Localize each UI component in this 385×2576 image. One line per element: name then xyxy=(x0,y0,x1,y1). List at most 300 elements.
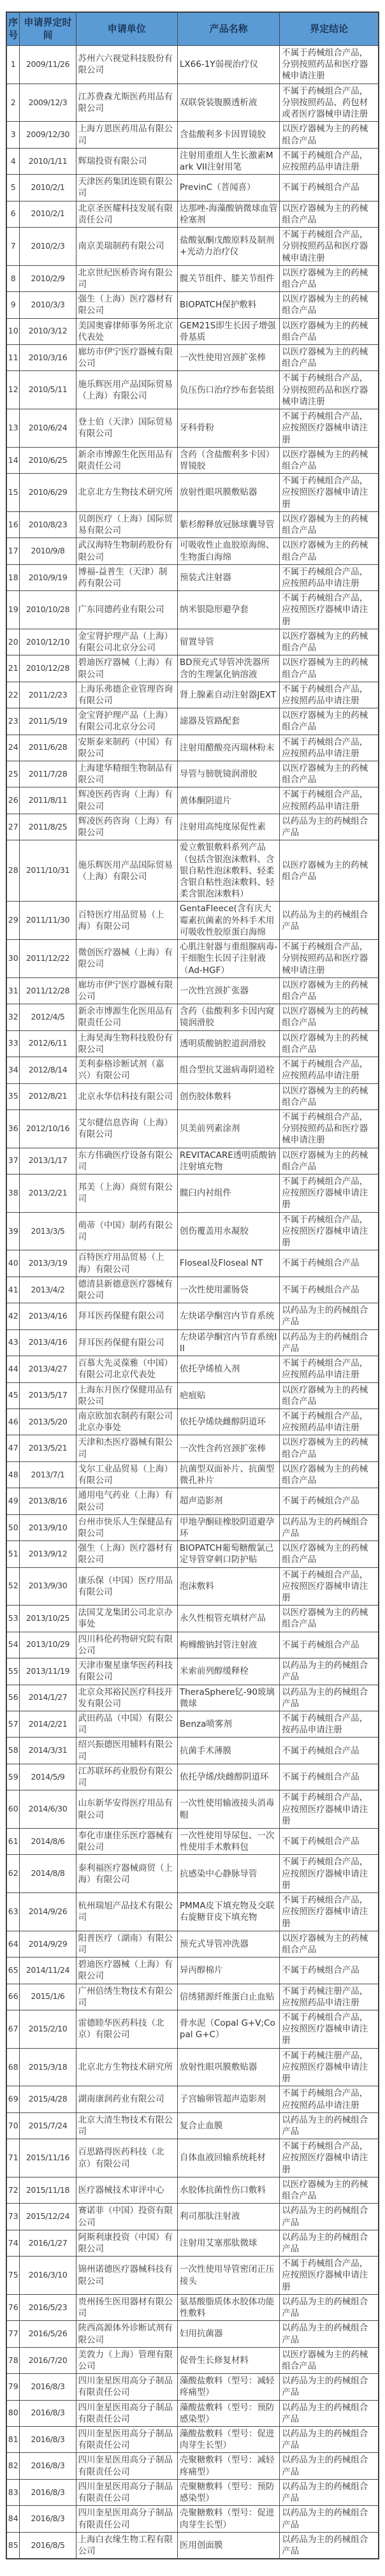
cell-date: 2010/10/28 xyxy=(20,591,76,629)
cell-date: 2010/12/10 xyxy=(20,629,76,655)
cell-company: 四川奎星医用高分子制品有限责任公司 xyxy=(76,2506,177,2532)
table-row xyxy=(6,902,379,940)
cell-product: 贝美前列素涂剂 xyxy=(177,1109,279,1148)
cell-product: 倍绣猪源纤维蛋白止血贴 xyxy=(177,1984,279,2010)
cell-product: 左炔诺孕酮宫内节育系统 xyxy=(177,1303,279,1329)
cell-product: 藻酸盐敷料（型号：减轻疼痛型） xyxy=(177,2374,279,2400)
table-row xyxy=(6,1277,379,1303)
cell-company: 强生（上海）医疗器材有限公司 xyxy=(76,292,177,318)
cell-date: 2012/4/5 xyxy=(20,1004,76,1030)
cell-date: 2013/5/20 xyxy=(20,1409,76,1435)
cell-date: 2016/1/27 xyxy=(20,2230,76,2256)
cell-company: 微创医疗器械（上海）有限公司 xyxy=(76,940,177,978)
cell-product: 水胶体抗菌性伤口敷料 xyxy=(177,2177,279,2203)
table-row xyxy=(6,265,379,291)
cell-seq: 48 xyxy=(6,1461,20,1488)
cell-product: TheraSphere钇-90玻璃微球 xyxy=(177,1685,279,1711)
table-row xyxy=(6,345,379,371)
table-row xyxy=(6,1356,379,1382)
cell-date: 2016/5/26 xyxy=(20,2321,76,2347)
cell-seq: 57 xyxy=(6,1711,20,1738)
cell-seq: 3 xyxy=(6,122,20,148)
cell-conclusion: 不属于药械组合产品，分别按照药品和医疗器械申请注册 xyxy=(280,1109,379,1148)
cell-conclusion: 以医疗器械为主的药械组合产品 xyxy=(280,345,379,371)
cell-date: 2016/8/3 xyxy=(20,2374,76,2400)
cell-date: 2013/11/19 xyxy=(20,1658,76,1685)
cell-date: 2016/8/3 xyxy=(20,2453,76,2479)
cell-product: 注射用醋酸亮丙瑞林粉末 xyxy=(177,735,279,761)
cell-seq: 27 xyxy=(6,814,20,840)
cell-conclusion: 不属于药械组合产品，应按照药品申请注册 xyxy=(280,1409,379,1435)
cell-date: 2014/1/27 xyxy=(20,1685,76,1711)
cell-product: 一次性含药宫颈扩张棒 xyxy=(177,1435,279,1461)
cell-company: 施乐辉医用产品国际贸易（上海）有限公司 xyxy=(76,371,177,409)
table-row xyxy=(6,655,379,682)
cell-product: 纳米银隐形避孕套 xyxy=(177,591,279,629)
table-row xyxy=(6,1658,379,1685)
cell-seq: 70 xyxy=(6,2112,20,2139)
cell-seq: 7 xyxy=(6,228,20,266)
table-row xyxy=(6,2112,379,2139)
cell-product: 医用创面膜 xyxy=(177,2532,279,2559)
cell-date: 2010/2/9 xyxy=(20,265,76,291)
cell-company: 金宝肾护理产品（上海）有限公司北京分公司 xyxy=(76,708,177,735)
cell-date: 2013/5/17 xyxy=(20,1382,76,1409)
cell-conclusion: 不属于药械组合产品，应按照医疗器械申请注册 xyxy=(280,1212,379,1250)
cell-company: 雷德睦华医药科技（北京）有限公司 xyxy=(76,2010,177,2049)
cell-product: 一次性使用导管密闭正压接头 xyxy=(177,2257,279,2295)
cell-seq: 1 xyxy=(6,46,20,84)
cell-company: 百特医疗用品贸易（上海）有限公司 xyxy=(76,1250,177,1277)
cell-company: 北京北方生物技术研究所 xyxy=(76,474,177,512)
table-row xyxy=(6,2010,379,2049)
cell-product: PMMA皮下填充物及交联右旋糖苷皮下填充物 xyxy=(177,1893,279,1931)
header-row xyxy=(6,12,379,46)
cell-company: 邦美（上海）商贸有限公司 xyxy=(76,1175,177,1213)
cell-company: 拜耳医药保健有限公司 xyxy=(76,1329,177,1356)
cell-conclusion: 不属于药械组合产品，分别按照药品和医疗器械申请注册 xyxy=(280,940,379,978)
cell-seq: 31 xyxy=(6,977,20,1004)
cell-company: 廊坊市伊宁医疗器械有限公司 xyxy=(76,977,177,1004)
cell-product: 骨水泥（Copal G+V;Copal G+C） xyxy=(177,2010,279,2049)
cell-company: 上海建华精细生物制品有限公司 xyxy=(76,761,177,787)
cell-company: 百特医疗用品贸易（上海）有限公司 xyxy=(76,902,177,940)
cell-company: 天津和杰医疗器械有限公司 xyxy=(76,1435,177,1461)
cell-company: 广东同德药业有限公司 xyxy=(76,591,177,629)
cell-date: 2013/3/19 xyxy=(20,1250,76,1277)
table-row xyxy=(6,1461,379,1488)
cell-company: 北京世纪医桥咨询有限公司 xyxy=(76,265,177,291)
cell-date: 2010/6/25 xyxy=(20,447,76,473)
cell-conclusion: 不属于药械组合产品，应按照医疗器械申请注册 xyxy=(280,1893,379,1931)
cell-conclusion: 以药品为主的药械组合产品 xyxy=(280,2400,379,2426)
table-row xyxy=(6,1984,379,2010)
cell-date: 2011/7/28 xyxy=(20,761,76,787)
table-row xyxy=(6,409,379,448)
cell-conclusion: 以药品为主的药械组合产品 xyxy=(280,2532,379,2559)
cell-product: 预装式注射器 xyxy=(177,564,279,590)
cell-date: 2016/3/10 xyxy=(20,2257,76,2295)
cell-seq: 65 xyxy=(6,1958,20,1984)
cell-conclusion: 不属于药械组合产品，应按照医疗器械申请注册 xyxy=(280,2139,379,2177)
cell-conclusion: 以医疗器械为主的药械组合产品 xyxy=(280,1606,379,1632)
cell-date: 2014/6/30 xyxy=(20,1790,76,1829)
cell-product: BIOPATCH葡萄糖酸氯己定导管穿刺口防护贴 xyxy=(177,1541,279,1567)
cell-product: 滤器及管路配套 xyxy=(177,708,279,735)
cell-product: 留置导管 xyxy=(177,629,279,655)
cell-conclusion: 不属于药械组合产品，应按照药品申请注册 xyxy=(280,1356,379,1382)
cell-conclusion: 以医疗器械为主的药械组合产品 xyxy=(280,629,379,655)
cell-company: 上海乐弗德企业管理咨询有限公司 xyxy=(76,682,177,708)
cell-seq: 2 xyxy=(6,84,20,122)
cell-date: 2014/8/8 xyxy=(20,1855,76,1893)
table-row xyxy=(6,1541,379,1567)
cell-company: 医疗器械技术审评中心 xyxy=(76,2177,177,2203)
cell-conclusion: 不属于药械组合产品 xyxy=(280,1488,379,1514)
cell-company: 上海方恩医药用品有限公司 xyxy=(76,122,177,148)
cell-company: 湖南康润药业有限公司 xyxy=(76,2086,177,2112)
cell-seq: 60 xyxy=(6,1790,20,1829)
table-row xyxy=(6,2048,379,2086)
cell-company: 安斯泰来制药（中国）有限公司 xyxy=(76,735,177,761)
table-row xyxy=(6,1893,379,1931)
cell-date: 2015/11/16 xyxy=(20,2139,76,2177)
cell-conclusion: 以医疗器械为主的药械组合产品 xyxy=(280,1004,379,1030)
table-row xyxy=(6,1488,379,1514)
cell-date: 2010/5/11 xyxy=(20,371,76,409)
cell-product: 含盐酸利多卡因胃镜胶 xyxy=(177,122,279,148)
cell-conclusion: 以医疗器械为主的药械组合产品 xyxy=(280,447,379,473)
cell-date: 2016/8/5 xyxy=(20,2532,76,2559)
cell-product: 肾上腺素自动注射器JEXT xyxy=(177,682,279,708)
cell-date: 2013/3/5 xyxy=(20,1212,76,1250)
cell-date: 2016/7/20 xyxy=(20,2347,76,2373)
cell-company: 贝朗医疗（上海）国际贸易有限公司 xyxy=(76,511,177,538)
table-row xyxy=(6,1764,379,1790)
cell-date: 2010/3/3 xyxy=(20,292,76,318)
table-row xyxy=(6,201,379,227)
cell-conclusion: 以药品为主的药械组合产品 xyxy=(280,1329,379,1356)
cell-conclusion: 以药品为主的药械组合产品 xyxy=(280,902,379,940)
cell-seq: 33 xyxy=(6,1030,20,1057)
cell-conclusion: 以医疗器械为主的药械组合产品 xyxy=(280,1931,379,1957)
cell-date: 2016/8/3 xyxy=(20,2479,76,2505)
cell-conclusion: 以药品为主的药械组合产品 xyxy=(280,2321,379,2347)
table-row xyxy=(6,1004,379,1030)
cell-date: 2009/12/3 xyxy=(20,84,76,122)
table-row xyxy=(6,371,379,409)
cell-conclusion: 以医疗器械为主的药械组合产品 xyxy=(280,1461,379,1488)
cell-date: 2015/11/18 xyxy=(20,2177,76,2203)
cell-company: 天津市聚星康华医药科技有限公司 xyxy=(76,1658,177,1685)
cell-company: 北京圣医耀科技发展有限责任公司 xyxy=(76,201,177,227)
cell-conclusion: 以药品为主的药械组合产品 xyxy=(280,814,379,840)
cell-company: 美敦力（上海）管理有限公司 xyxy=(76,2347,177,2373)
cell-date: 2011/2/23 xyxy=(20,682,76,708)
cell-product: 壳聚糖敷料（型号：预防感染型） xyxy=(177,2479,279,2505)
cell-seq: 50 xyxy=(6,1514,20,1540)
cell-company: 美国奥睿律师事务所北京代表处 xyxy=(76,318,177,344)
cell-company: 上海昊海生物科技股份有限公司 xyxy=(76,1030,177,1057)
cell-seq: 5 xyxy=(6,175,20,201)
cell-seq: 73 xyxy=(6,2204,20,2230)
cell-product: 妇用抗菌器 xyxy=(177,2321,279,2347)
table-row xyxy=(6,2204,379,2230)
cell-company: 金宝肾护理产品（上海）有限公司北京分公司 xyxy=(76,629,177,655)
cell-product: 壳聚糖敷料（型号：促进肉芽生长型） xyxy=(177,2506,279,2532)
cell-seq: 62 xyxy=(6,1855,20,1893)
cell-seq: 45 xyxy=(6,1382,20,1409)
table-row xyxy=(6,46,379,84)
cell-product: 组合型抗艾滋病毒阴道栓 xyxy=(177,1057,279,1083)
cell-product: 黄体酮阴道片 xyxy=(177,787,279,814)
table-row xyxy=(6,1409,379,1435)
cell-seq: 38 xyxy=(6,1175,20,1213)
cell-company: 台州市快乐人生保健品有限公司 xyxy=(76,1514,177,1540)
table-row xyxy=(6,474,379,512)
cell-date: 2013/5/21 xyxy=(20,1435,76,1461)
cell-conclusion: 以医疗器械为主的药械组合产品 xyxy=(280,265,379,291)
cell-date: 2013/4/27 xyxy=(20,1356,76,1382)
cell-seq: 80 xyxy=(6,2400,20,2426)
cell-date: 2014/8/6 xyxy=(20,1828,76,1854)
cell-date: 2013/9/10 xyxy=(20,1514,76,1540)
cell-conclusion: 不属于药械注册产品，应按照医疗器械申请注册 xyxy=(280,2048,379,2086)
cell-conclusion: 以医疗器械为主的药械组合产品 xyxy=(280,511,379,538)
cell-date: 2012/8/21 xyxy=(20,1083,76,1109)
table-row xyxy=(6,1083,379,1109)
cell-product: 异丙醇棉片 xyxy=(177,1958,279,1984)
cell-seq: 12 xyxy=(6,371,20,409)
cell-company: 赛诺菲（中国）投资有限公司 xyxy=(76,2204,177,2230)
cell-conclusion: 以医疗器械为主的药械组合产品 xyxy=(280,708,379,735)
cell-product: 创伤覆盖用水凝胶 xyxy=(177,1212,279,1250)
cell-product: 注射用重组人生长激素Mark VII注射用笔 xyxy=(177,148,279,174)
cell-date: 2012/8/14 xyxy=(20,1057,76,1083)
table-row xyxy=(6,447,379,473)
cell-conclusion: 以医疗器械为主的药械组合产品 xyxy=(280,1030,379,1057)
cell-product: 达那唑-海藻酸钠微球血管栓塞剂 xyxy=(177,201,279,227)
cell-date: 2016/8/3 xyxy=(20,2506,76,2532)
cell-company: 艾尔健信息咨询（上海）有限公司 xyxy=(76,1109,177,1148)
cell-conclusion: 不属于药械组合产品 xyxy=(280,1250,379,1277)
table-row xyxy=(6,591,379,629)
table-body xyxy=(6,46,379,2559)
cell-date: 2012/10/16 xyxy=(20,1109,76,1148)
cell-product: 放射性眼巩膜敷贴器 xyxy=(177,2048,279,2086)
cell-product: 依托孕烯植入剂 xyxy=(177,1356,279,1382)
cell-product: 一次性使用输液接头消毒帽 xyxy=(177,1790,279,1829)
cell-date: 2013/10/25 xyxy=(20,1606,76,1632)
cell-company: 北京大清生物技术有限公司 xyxy=(76,2112,177,2139)
column-header-date: 申请界定时间 xyxy=(20,12,76,46)
cell-product: 含药（盐酸利多卡因内窥镜润滑胶 xyxy=(177,1004,279,1030)
cell-company: 奉化市康佳乐医疗器械有限公司 xyxy=(76,1828,177,1854)
cell-product: 透明质酸钠腔道润滑胶 xyxy=(177,1030,279,1057)
cell-product: Benza喷雾剂 xyxy=(177,1711,279,1738)
cell-product: 放射性眼巩膜敷贴器 xyxy=(177,474,279,512)
cell-seq: 30 xyxy=(6,940,20,978)
cell-seq: 39 xyxy=(6,1212,20,1250)
cell-conclusion: 以医疗器械为主的药械组合产品 xyxy=(280,655,379,682)
table-row xyxy=(6,1030,379,1057)
table-row xyxy=(6,2347,379,2373)
cell-company: 辉凌医药咨询（上海）有限公司 xyxy=(76,814,177,840)
cell-conclusion: 不属于药械组合产品，应按照药品申请注册 xyxy=(280,564,379,590)
cell-seq: 81 xyxy=(6,2427,20,2453)
cell-seq: 17 xyxy=(6,538,20,564)
cell-product: 导管与膀胱镜润滑胶 xyxy=(177,761,279,787)
cell-date: 2010/8/23 xyxy=(20,511,76,538)
cell-company: 阳普医疗（湖南）有限公司 xyxy=(76,1931,177,1957)
cell-product: 髋关节组件、膝关节组件 xyxy=(177,265,279,291)
cell-seq: 52 xyxy=(6,1567,20,1606)
cell-seq: 53 xyxy=(6,1606,20,1632)
column-header-product: 产品名称 xyxy=(177,12,279,46)
cell-seq: 42 xyxy=(6,1303,20,1329)
cell-product: 氨基酸脂质体水胶体功能性敷料 xyxy=(177,2294,279,2320)
cell-product: 可吸收性止血胶原海绵、生物蛋白海绵 xyxy=(177,538,279,564)
cell-seq: 59 xyxy=(6,1764,20,1790)
cell-date: 2013/8/16 xyxy=(20,1488,76,1514)
cell-date: 2011/8/11 xyxy=(20,787,76,814)
table-row xyxy=(6,175,379,201)
column-header-company: 申请单位 xyxy=(76,12,177,46)
table-row xyxy=(6,940,379,978)
cell-date: 2009/12/30 xyxy=(20,122,76,148)
cell-seq: 21 xyxy=(6,655,20,682)
table-row xyxy=(6,1435,379,1461)
cell-company: 江苏费森尤斯医药用品有限公司 xyxy=(76,84,177,122)
cell-date: 2013/4/16 xyxy=(20,1329,76,1356)
table-row xyxy=(6,2374,379,2400)
cell-product: 壳聚糖敷料（型号：减轻疼痛型） xyxy=(177,2453,279,2479)
cell-product: PrevinC（菩闻喜） xyxy=(177,175,279,201)
cell-seq: 85 xyxy=(6,2532,20,2559)
table-row xyxy=(6,1828,379,1854)
table-row xyxy=(6,1250,379,1277)
cell-conclusion: 以药品为主的药械组合产品 xyxy=(280,2506,379,2532)
cell-conclusion: 以医疗器械为主的药械组合产品 xyxy=(280,538,379,564)
table-row xyxy=(6,2294,379,2320)
cell-date: 2010/3/16 xyxy=(20,345,76,371)
cell-company: 贵州扬生医用器材有限公司 xyxy=(76,2294,177,2320)
cell-seq: 34 xyxy=(6,1057,20,1083)
cell-date: 2012/6/11 xyxy=(20,1030,76,1057)
table-row xyxy=(6,228,379,266)
cell-company: 新余市博源生化医用品有限责任公司 xyxy=(76,1004,177,1030)
cell-product: 注射用艾塞那肽微球 xyxy=(177,2230,279,2256)
cell-conclusion: 不属于药械组合产品，应按照药品申请注册 xyxy=(280,1057,379,1083)
table-row xyxy=(6,1329,379,1356)
cell-seq: 26 xyxy=(6,787,20,814)
cell-seq: 32 xyxy=(6,1004,20,1030)
cell-conclusion: 不属于药械组合产品，应按照医疗器械申请注册 xyxy=(280,1175,379,1213)
cell-conclusion: 以医疗器械为主的药械组合产品 xyxy=(280,1083,379,1109)
table-row xyxy=(6,318,379,344)
cell-seq: 58 xyxy=(6,1738,20,1764)
table-row xyxy=(6,2532,379,2559)
cell-conclusion: 不属于药械组合产品，应按照医疗器械申请注册 xyxy=(280,1855,379,1893)
cell-company: 德清县新德意医疗器械有限公司 xyxy=(76,1277,177,1303)
cell-date: 2011/12/22 xyxy=(20,940,76,978)
cell-product: 预充式导管冲洗器 xyxy=(177,1931,279,1957)
cell-conclusion: 不属于药械组合产品 xyxy=(280,1958,379,1984)
cell-date: 2014/3/31 xyxy=(20,1738,76,1764)
cell-seq: 54 xyxy=(6,1632,20,1658)
table-row xyxy=(6,1958,379,1984)
table-row xyxy=(6,511,379,538)
cell-seq: 49 xyxy=(6,1488,20,1514)
cell-company: 苏州六六视觉科技股份有限公司 xyxy=(76,46,177,84)
cell-product: 爱立敷银敷料系列产品（包括含银泡沫敷料、含银自粘性泡沫敷料、轻柔含银自粘性泡沫敷料、轻柔含银泡沫敷料） xyxy=(177,840,279,902)
cell-company: 戈尔工业品贸易（上海）有限公司 xyxy=(76,1461,177,1488)
column-header-seq: 序号 xyxy=(6,12,20,46)
cell-seq: 6 xyxy=(6,201,20,227)
cell-seq: 14 xyxy=(6,447,20,473)
cell-seq: 84 xyxy=(6,2506,20,2532)
cell-date: 2014/11/24 xyxy=(20,1958,76,1984)
cell-company: 武汉海特生物制药股份有限公司 xyxy=(76,538,177,564)
cell-conclusion: 以医疗器械为主的药械组合产品 xyxy=(280,1541,379,1567)
cell-date: 2015/3/18 xyxy=(20,2048,76,2086)
cell-company: 碧迪医疗器械（上海）有限公司 xyxy=(76,1958,177,1984)
cell-company: 辉凌医药咨询（上海）有限公司 xyxy=(76,787,177,814)
cell-seq: 68 xyxy=(6,2048,20,2086)
table-row xyxy=(6,2321,379,2347)
cell-conclusion: 不属于药械组合产品 xyxy=(280,175,379,201)
cell-seq: 78 xyxy=(6,2347,20,2373)
table-row xyxy=(6,1212,379,1250)
cell-company: 绍兴振德医用辅料有限公司 xyxy=(76,1738,177,1764)
cell-conclusion: 不属于药械组合产品，应按照药品申请注册 xyxy=(280,2086,379,2112)
cell-date: 2013/4/16 xyxy=(20,1303,76,1329)
cell-seq: 77 xyxy=(6,2321,20,2347)
cell-seq: 55 xyxy=(6,1658,20,1685)
cell-date: 2011/8/25 xyxy=(20,814,76,840)
cell-date: 2014/9/29 xyxy=(20,1931,76,1957)
cell-product: 抗菌手术薄膜 xyxy=(177,1738,279,1764)
cell-date: 2010/3/12 xyxy=(20,318,76,344)
cell-date: 2011/12/28 xyxy=(20,977,76,1004)
cell-product: 藻酸盐敷料（型号：预防感染型） xyxy=(177,2400,279,2426)
cell-conclusion: 不属于药械组合产品，应按照医疗器械申请注册 xyxy=(280,1790,379,1829)
cell-date: 2015/1/6 xyxy=(20,1984,76,2010)
cell-company: 百慕大先灵葆雅（中国）有限公司北京代表处 xyxy=(76,1356,177,1382)
cell-company: 强生（上海）医疗器材有限公司 xyxy=(76,1541,177,1567)
cell-product: REVITACARE透明质酸钠注射填充物 xyxy=(177,1148,279,1174)
table-row xyxy=(6,735,379,761)
table-row xyxy=(6,1057,379,1083)
cell-date: 2016/8/3 xyxy=(20,2400,76,2426)
cell-conclusion: 以医疗器械为主的药械组合产品 xyxy=(280,2347,379,2373)
cell-product: 盐酸氨酮戊酸原料及制剂 +光动力治疗仪 xyxy=(177,228,279,266)
cell-product: 米索前列醇缓释栓 xyxy=(177,1658,279,1685)
cell-seq: 16 xyxy=(6,511,20,538)
cell-conclusion: 以药品为主的药械组合产品 xyxy=(280,2230,379,2256)
table-row xyxy=(6,814,379,840)
cell-product: 左炔诺孕酮宫内节育系统III xyxy=(177,1329,279,1356)
table-row xyxy=(6,1790,379,1829)
cell-conclusion: 不属于药械组合产品，应按照医疗器械申请注册 xyxy=(280,2257,379,2295)
cell-company: 北京永华信科技有限公司 xyxy=(76,1083,177,1109)
cell-conclusion: 以医疗器械为主的药械组合产品 xyxy=(280,318,379,344)
cell-seq: 13 xyxy=(6,409,20,448)
cell-seq: 18 xyxy=(6,564,20,590)
cell-conclusion: 以药品为主的药械组合产品 xyxy=(280,1514,379,1540)
cell-seq: 35 xyxy=(6,1083,20,1109)
cell-date: 2016/8/3 xyxy=(20,2427,76,2453)
